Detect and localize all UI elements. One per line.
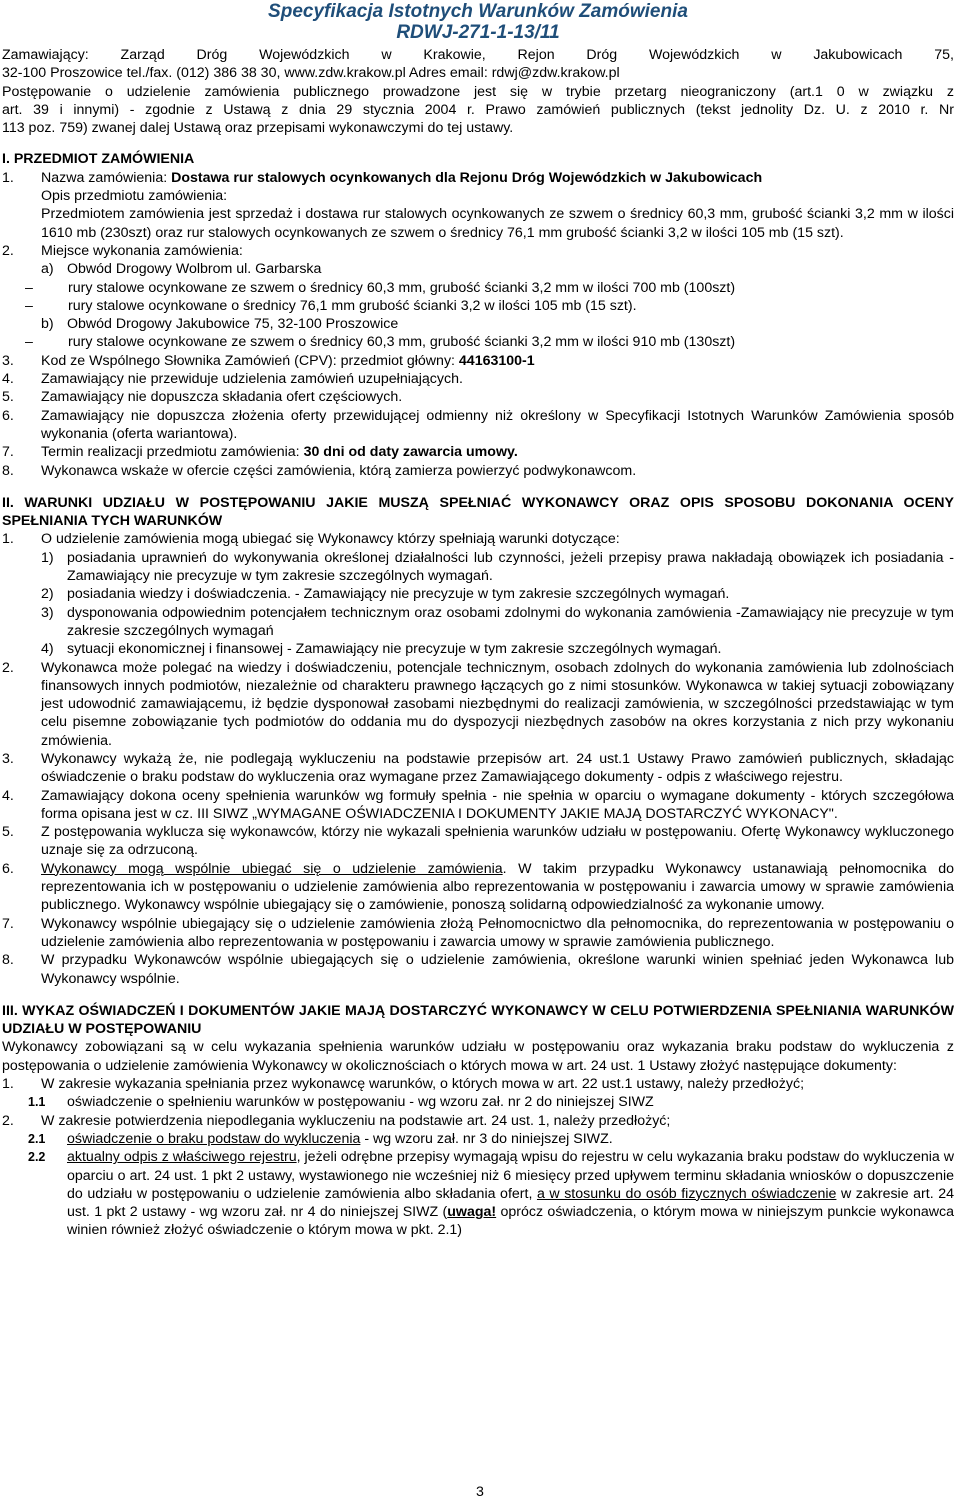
item-text: posiadania wiedzy i doświadczenia. - Zamawiający nie precyzuje w tym zakresie szczególnych wymagań. [67,586,730,603]
item-number: 7. [2,915,14,932]
document-page [2,0,954,1240]
item-text: Zamawiający nie dopuszcza składania ofert częściowych. [41,389,403,406]
item-number: 3. [2,750,14,767]
page-number: 3 [476,1484,484,1500]
item-text: Obwód Drogowy Wolbrom ul. Garbarska [67,261,322,278]
underlined-text: oświadczenie o braku podstaw do wykluczenia [67,1130,361,1147]
dash-item [2,279,954,297]
sub-item [2,549,954,586]
sub-item [2,1093,954,1111]
intro-line: 32-100 Proszowice tel./fax. (012) 386 38 30, www.zdw.krakow.pl Adres email: rdwj@zdw.krakow.pl [2,65,620,82]
item-text: Wykonawca może polegać na wiedzy i doświadczeniu, potencjale technicznym, osobach zdolnych do wykonania zamówienia lub zdolnościach finansowych innych podmiotów, niezależnie od charakteru prawnego łączących go z nimi stosunków. Wykonawca w takiej sytuacji zobowiązany jest udowodnić zamawiającemu, iż będzie dysponował zasobami niezbędnymi do realizacji zamówienia, w szczególności przedstawiając w tym celu pisemne zobowiązanie tych podmiotów do oddania mu do dyspozycji niezbędnych zasobów na okres korzystania z nich przy wykonaniu zmówienia. [41,659,954,749]
item-number: 5. [2,389,14,406]
item-number: 4. [2,787,14,804]
section-heading: II. WARUNKI UDZIAŁU W POSTĘPOWANIU JAKIE MUSZĄ SPEŁNIAĆ WYKONAWCY ORAZ OPIS SPOSOBU DOKONANIA OCENY SPEŁNIANIA TYCH WARUNKÓW [2,494,954,530]
item-number: 8. [2,952,14,969]
list-item [2,915,954,952]
dash-item [2,297,954,315]
item-label: Opis przedmiotu zamówienia: [41,188,228,205]
item-text: rury stalowe ocynkowane o średnicy 76,1 mm grubość ścianki 3,2 w ilości 105 mb (15 szt). [68,297,637,314]
dash-mark: – [25,279,33,296]
item-number: 3) [41,604,54,621]
item-number: 2) [41,586,54,603]
item-label: Nazwa zamówienia: [41,169,172,186]
intro-line: 113 poz. 759) zwanej dalej Ustawą oraz przepisami wykonawczymi do tej ustawy. [2,120,514,137]
item-text: Wykonawcy wspólnie ubiegający się o udzielenie zamówienia złożą Pełnomocnictwo dla pełnomocnika, do reprezentowania w postępowaniu o udzielenie zamówienia albo reprezentowania w postępowaniu i zawarcia umowy w sprawie zamówienia publicznego. [41,915,954,950]
item-number: 2.2 [28,1150,46,1165]
dash-mark: – [25,334,33,351]
list-item [2,659,954,750]
item-text: Termin realizacji przedmiotu zamówienia: [41,444,304,461]
order-description: Przedmiotem zamówienia jest sprzedaż i dostawa rur stalowych ocynkowanych ze szwem o średnicy 60,3 mm, grubość ścianki 3,2 mm w ilości 1610 mb (230szt) oraz rur stalowych ocynkowanych ze szwem o średnicy 76,1 mm grubość ścianki 3,2 w ilości 105 mb (15 szt). [41,206,954,241]
sub-item [2,640,954,658]
list-item [2,823,954,860]
order-name: Dostawa rur stalowych ocynkowanych dla Rejonu Dróg Wojewódzkich w Jakubowicach [171,169,763,186]
item-text: Zamawiający nie przewiduje udzielenia zamówień uzupełniających. [41,371,463,388]
item-number: 5. [2,824,14,841]
item-number: 1.1 [28,1095,46,1110]
item-number: 1. [2,169,14,186]
item-text: oprócz oświadczenia, o którym mowa w niniejszym punkcie wykonawca winien również złożyć oświadczenie o którym mowa w pkt. 2.1) [67,1204,955,1239]
item-text: - wg wzoru zał. nr 3 do niniejszej SIWZ. [360,1130,613,1147]
list-item [2,169,954,242]
item-text: dysponowania odpowiednim potencjałem technicznym oraz osobami zdolnymi do wykonania zamówienia -Zamawiający nie precyzuje w tym zakresie szczególnych wymagań [67,604,954,639]
sub-item [2,604,954,641]
list-item [2,443,954,461]
item-text: posiadania uprawnień do wykonywania określonej działalności lub czynności, jeżeli przepisy prawa nakładają obowiązek ich posiadania - Zamawiający nie precyzuje w tym zakresie szczególnych wymagań. [67,549,954,585]
list-item [2,388,954,406]
realization-term: 30 dni od daty zawarcia umowy. [303,444,518,461]
underlined-text: Wykonawcy mogą wspólnie ubiegać się o udzielenie zamówienia [41,860,503,877]
item-number: 8. [2,462,14,479]
item-number: 4) [41,641,54,658]
item-number: 6. [2,860,14,877]
list-item [2,860,954,915]
list-item [2,787,954,824]
underlined-text: aktualny odpis z właściwego rejestru [67,1149,297,1166]
sub-item [2,315,954,333]
item-number: 2. [2,1112,14,1129]
document-title: Specyfikacja Istotnych Warunków Zamówienia [268,1,688,22]
item-text: Kod ze Wspólnego Słownika Zamówień (CPV): przedmiot główny: [41,352,459,369]
item-text: O udzielenie zamówienia mogą ubiegać się Wykonawcy którzy spełniają warunki dotyczące: [41,531,620,548]
item-text: Wykonawca wskaże w ofercie części zamówienia, którą zamierza powierzyć podwykonawcom. [41,462,637,479]
item-text: , jeżeli odrębne przepisy wymagają wpisu do rejestru w celu wykazania braku podstaw do wykluczenia w oparciu o art. 24 ust. 1 pkt 2 ustawy, wystawionego nie wcześniej niż 6 miesięcy przed upływem terminu składania wniosków o dopuszczenie do udziału w postępowaniu o udzielenie zamówienia albo składania ofert, [67,1149,954,1202]
list-item [2,352,954,370]
list-item [2,407,954,444]
sub-item [2,585,954,603]
sub-item [2,1148,954,1239]
item-text: Wykonawcy wykażą że, nie podlegają wykluczeniu na podstawie przepisów art. 24 ust.1 Ustawy Prawo zamówień publicznych, składając oświadczenie o braku podstaw do wykluczenia oraz wymagane przez Zamawiającego dokumenty - odpis z właściwego rejestru. [41,750,954,786]
list-item [2,242,954,260]
list-item [2,750,954,787]
item-number: a) [41,261,54,278]
warning-text: uwaga! [447,1204,497,1221]
item-text: Zamawiający nie dopuszcza złożenia oferty przewidującej odmienny niż określony w Specyfikacji Istotnych Warunków Zamówienia sposób wykonania (oferta wariantowa). [41,407,954,442]
cpv-code: 44163100-1 [458,352,535,369]
item-text: sytuacji ekonomicznej i finansowej - Zamawiający nie precyzuje w tym zakresie szczególnych wymagań. [67,641,722,658]
item-number: 7. [2,444,14,461]
list-item [2,1112,954,1130]
intro-line: Zamawiający: Zarząd Dróg Wojewódzkich w Krakowie, Rejon Dróg Wojewódzkich w Jakubowicach 75, [2,47,954,63]
item-number: 2. [2,659,14,676]
intro-line: Postępowanie o udzielenie zamówienia publicznego prowadzone jest się w trybie przetarg nieograniczony (art.1 0 w związku z [2,83,954,100]
item-text: W przypadku Wykonawców wspólnie ubiegających się o udzielenie zamówienia, określone warunki winien spełniać jeden Wykonawca lub Wykonawcy wspólnie. [41,952,954,987]
item-text: Zamawiający dokona oceny spełnienia warunków wg formuły spełnia - nie spełnia w oparciu o wymagane dokumenty - których szczegółowa forma opisana jest w cz. III SIWZ „WYMAGANE OŚWIADCZENIA I DOKUMENTY JAKIE MAJĄ DOSTARCZYĆ WYKONACY". [41,787,954,822]
list-item [2,370,954,388]
item-text: Miejsce wykonania zamówienia: [41,242,243,259]
item-number: 4. [2,371,14,388]
section-heading: III. WYKAZ OŚWIADCZEŃ I DOKUMENTÓW JAKIE MAJĄ DOSTARCZYĆ WYKONAWCY W CELU POTWIERDZENIA SPEŁNIANIA WARUNKÓW UDZIAŁU W POSTĘPOWANIU [2,1002,954,1038]
sub-item [2,260,954,278]
item-text: W zakresie wykazania spełniania przez wykonawcę warunków, o których mowa w art. 22 ust.1 ustawy, należy przedłożyć; [41,1076,805,1093]
list-item [2,530,954,548]
intro-line: art. 39 i innymi) - zgodnie z Ustawą z dnia 29 stycznia 2004 r. Prawo zamówień publicznych (tekst jednolity Dz. U. z 2010 r. Nr [2,101,954,118]
item-number: 2.1 [28,1131,46,1146]
item-text: oświadczenie o spełnieniu warunków w postępowaniu - wg wzoru zał. nr 2 do niniejszej SIWZ [67,1094,654,1111]
item-text: . W takim przypadku Wykonawcy ustanawiają pełnomocnika do reprezentowania ich w postępowaniu o udzielenie zamówienia albo reprezentowania w postępowaniu i zawarcia umowy w sprawie zamówienia publicznego. Wykonawcy wspólnie ubiegający się o zamówienie, ponoszą solidarną odpowiedzialność za wykonanie umowy. [41,860,954,914]
underlined-text: a w stosunku do osób fizycznych oświadczenie [536,1185,837,1202]
section-intro: Wykonawcy zobowiązani są w celu wykazania spełnienia warunków udziału w postępowaniu oraz wykazania braku podstaw do wykluczenia z postępowania o udzielenie zamówienia Wykonawcy w okolicznościach o których mowa w art. 24 ust. 1 Ustawy złożyć następujące dokumenty: [2,1039,954,1074]
sub-item [2,1130,954,1148]
item-text: Obwód Drogowy Jakubowice 75, 32-100 Proszowice [67,316,399,333]
list-item [2,1075,954,1093]
list-item [2,951,954,988]
item-text: w zakresie art. 24 ust. 1 pkt 2 ustawy - wg wzoru zał. nr 4 do niniejszej SIWZ ( [67,1185,955,1221]
item-number: 6. [2,407,14,424]
item-number: 3. [2,352,14,369]
list-item [2,462,954,480]
item-text: rury stalowe ocynkowane ze szwem o średnicy 60,3 mm, grubość ścianki 3,2 mm w ilości 910 mb (130szt) [68,334,736,351]
section-heading: I. PRZEDMIOT ZAMÓWIENIA [2,151,195,168]
item-text: rury stalowe ocynkowane ze szwem o średnicy 60,3 mm, grubość ścianki 3,2 mm w ilości 700 mb (100szt) [68,279,736,296]
item-number: 1. [2,531,14,548]
dash-item [2,333,954,351]
document-reference: RDWJ-271-1-13/11 [396,22,560,43]
item-text: Z postępowania wyklucza się wykonawców, którzy nie wykazali spełnienia warunków udziału w postępowaniu. Ofertę Wykonawcy wykluczonego uznaje się za odrzuconą. [41,824,954,859]
item-number: b) [41,316,54,333]
item-number: 1) [41,549,54,566]
item-number: 1. [2,1076,14,1093]
dash-mark: – [25,297,33,314]
item-number: 2. [2,242,14,259]
item-text: W zakresie potwierdzenia niepodlegania wykluczeniu na podstawie art. 24 ust. 1, należy przedłożyć; [41,1112,671,1129]
